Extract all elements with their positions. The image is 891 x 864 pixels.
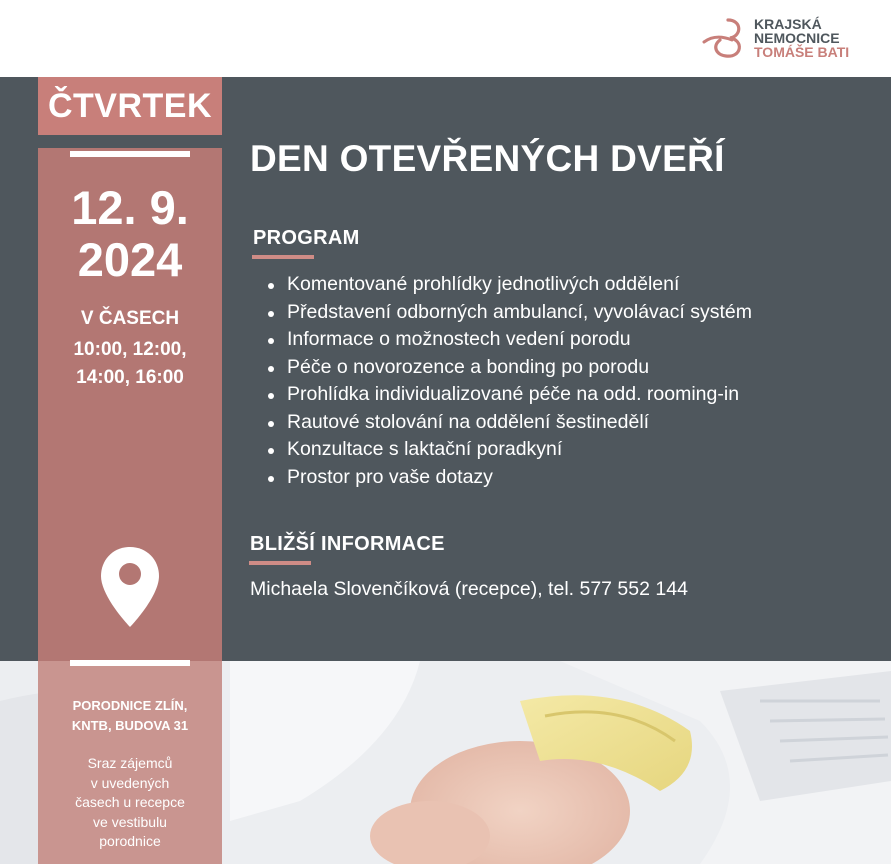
event-title: DEN OTEVŘENÝCH DVEŘÍ <box>250 138 725 179</box>
list-item: Prostor pro vaše dotazy <box>268 464 752 492</box>
venue <box>38 696 222 736</box>
note-line: Sraz zájemců <box>87 755 173 771</box>
event-date <box>38 182 222 286</box>
day-banner <box>38 77 222 135</box>
hospital-logo <box>702 16 849 60</box>
times-list <box>38 336 222 392</box>
note-line: porodnice <box>99 833 161 849</box>
hospital-logo-mark <box>702 16 748 60</box>
times-line: 14:00, 16:00 <box>76 367 184 388</box>
venue-line: PORODNICE ZLÍN, <box>72 698 188 713</box>
note-line: ve vestibulu <box>93 813 167 830</box>
times-line: 10:00, 12:00, <box>73 339 187 360</box>
list-item: Prohlídka individualizované péče na odd. rooming-in <box>268 381 752 409</box>
program-heading: PROGRAM <box>253 227 360 249</box>
venue-line: KNTB, BUDOVA 31 <box>71 718 189 733</box>
sidebar-top-rule <box>70 151 190 157</box>
list-item: Péče o novorozence a bonding po porodu <box>268 354 752 382</box>
times-heading: V ČASECH <box>80 308 180 329</box>
info-heading-underline <box>249 561 311 565</box>
day-label: ČTVRTEK <box>47 86 213 125</box>
list-item: Informace o možnostech vedení porodu <box>268 326 752 354</box>
list-item: Konzultace s laktační poradkyní <box>268 436 752 464</box>
note-line: v uvedených <box>90 774 170 791</box>
program-list <box>268 271 752 491</box>
meeting-note <box>38 754 222 852</box>
map-pin-icon <box>98 545 162 629</box>
contact-info: Michaela Slovenčíková (recepce), tel. 577 552 144 <box>250 578 688 600</box>
logo-line: TOMÁŠE BATI <box>754 44 850 60</box>
list-item: Rautové stolování na oddělení šestinedělí <box>268 409 752 437</box>
program-heading-underline <box>252 255 314 259</box>
date-day-month: 12. 9. <box>71 181 189 234</box>
logo-line: NEMOCNICE <box>754 30 840 46</box>
logo-line: KRAJSKÁ <box>754 16 822 32</box>
sidebar-bottom-rule <box>70 660 190 666</box>
list-item: Představení odborných ambulancí, vyvolávací systém <box>268 299 752 327</box>
info-heading: BLIŽŠÍ INFORMACE <box>250 533 445 555</box>
date-year: 2024 <box>77 233 183 286</box>
list-item: Komentované prohlídky jednotlivých oddělení <box>268 271 752 299</box>
note-line: časech u recepce <box>75 794 185 810</box>
